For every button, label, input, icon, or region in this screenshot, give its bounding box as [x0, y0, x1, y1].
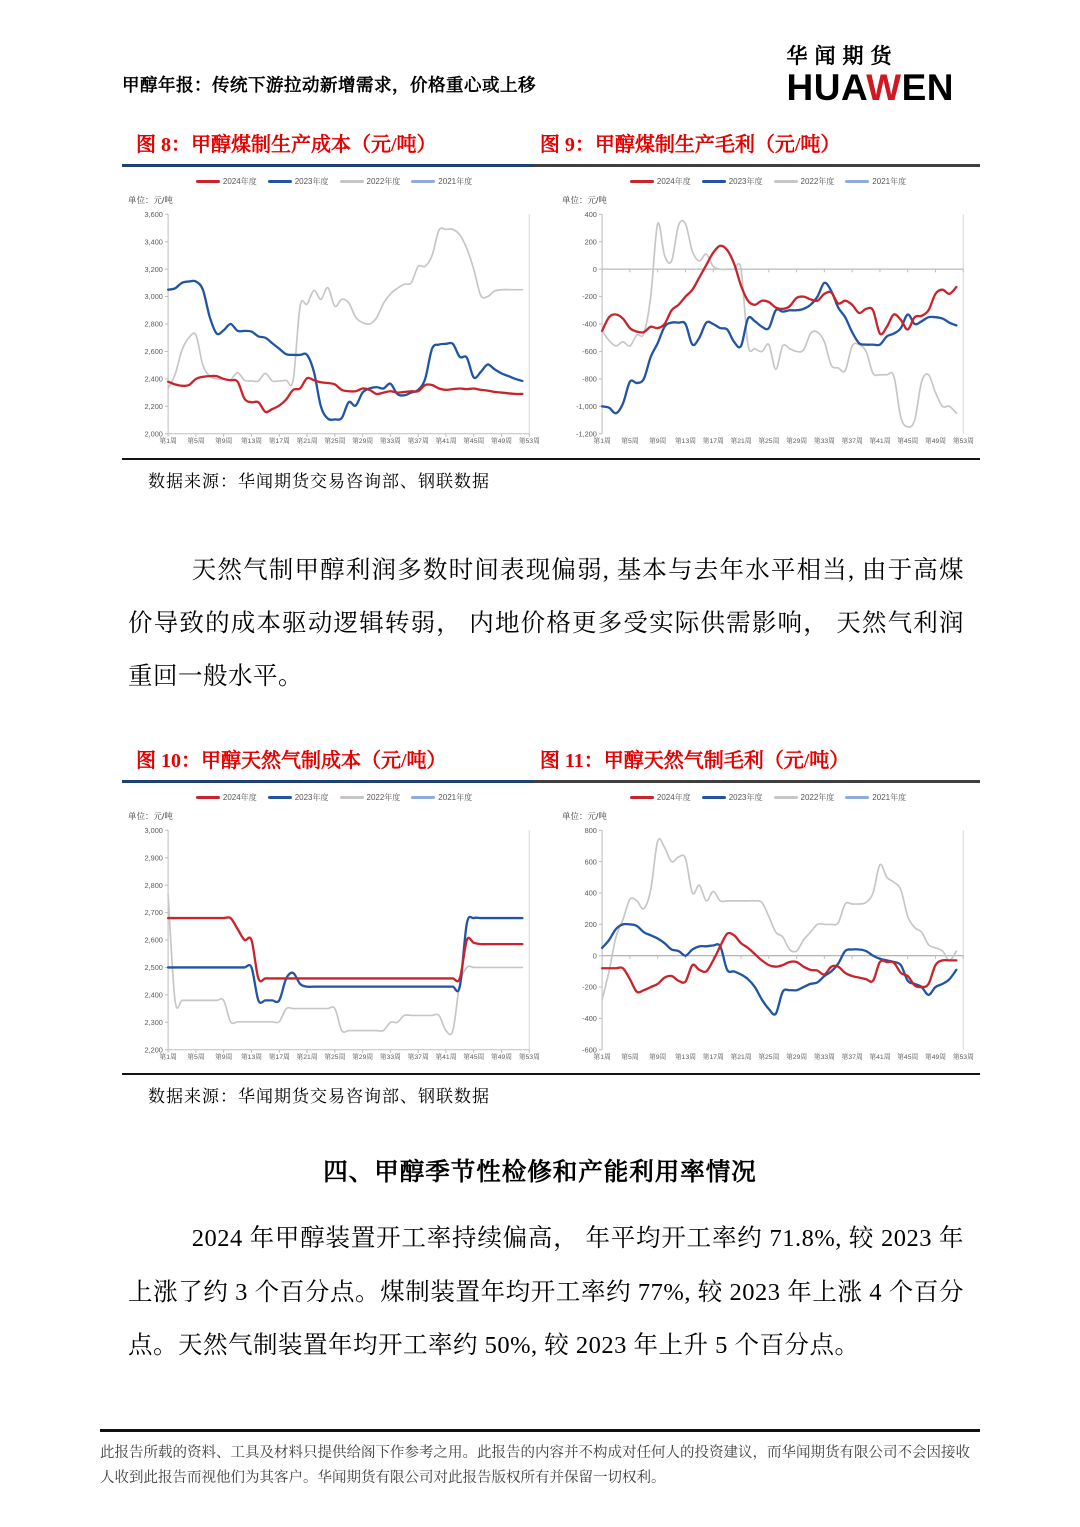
svg-text:第45周: 第45周	[897, 1054, 919, 1062]
logo-w-red: W	[866, 67, 902, 108]
chart-unit-label: 单位：元/吨	[562, 195, 607, 205]
charts-row-2	[122, 783, 980, 1070]
svg-text:第9周: 第9周	[214, 438, 233, 446]
svg-text:-600: -600	[582, 347, 597, 357]
legend-swatch	[268, 796, 292, 799]
legend-swatch	[630, 796, 654, 799]
svg-text:第49周: 第49周	[490, 438, 513, 446]
svg-text:2,200: 2,200	[144, 401, 163, 411]
chart-gas-cost	[124, 787, 544, 1068]
legend-label: 2021年度	[438, 792, 473, 802]
svg-text:0: 0	[592, 264, 597, 274]
chart-canvas	[124, 824, 544, 1068]
svg-text:第53周: 第53周	[518, 438, 540, 446]
svg-text:第53周: 第53周	[518, 1054, 540, 1062]
svg-text:第13周: 第13周	[674, 438, 697, 446]
legend-label: 2024年度	[656, 177, 691, 186]
legend-swatch	[340, 180, 364, 183]
svg-text:第5周: 第5周	[621, 438, 639, 446]
series-2023年度	[168, 917, 522, 1003]
svg-text:第17周: 第17周	[268, 438, 290, 446]
legend-swatch	[411, 180, 435, 183]
legend-label: 2024年度	[222, 792, 257, 802]
svg-text:第49周: 第49周	[490, 1054, 513, 1062]
chart-coal-cost	[124, 171, 544, 452]
chart-canvas	[558, 208, 978, 452]
caption-row-2	[122, 738, 980, 783]
data-source-note-2: 数据来源：华闻期货交易咨询部、钢联数据	[122, 1073, 980, 1109]
svg-text:第25周: 第25周	[324, 1054, 346, 1062]
y-axis	[145, 210, 169, 438]
svg-text:第5周: 第5周	[187, 1054, 205, 1062]
series-2023年度	[168, 281, 522, 420]
svg-text:第45周: 第45周	[897, 438, 919, 446]
chart-gas-profit	[558, 787, 978, 1068]
svg-text:2,400: 2,400	[144, 374, 163, 384]
legend-item	[845, 176, 906, 187]
legend-item	[702, 176, 763, 187]
y-axis	[145, 826, 169, 1054]
legend-item	[268, 792, 329, 803]
x-axis	[593, 956, 974, 1061]
svg-text:2,800: 2,800	[144, 319, 163, 329]
legend-swatch	[702, 796, 726, 799]
series-2022年度	[168, 895, 522, 1035]
legend-swatch	[411, 796, 435, 799]
svg-text:第17周: 第17周	[702, 1054, 724, 1062]
svg-text:第41周: 第41周	[869, 438, 891, 446]
svg-text:第53周: 第53周	[952, 1054, 974, 1062]
svg-text:第17周: 第17周	[702, 438, 724, 446]
svg-text:2,400: 2,400	[144, 990, 163, 1000]
svg-text:第29周: 第29周	[785, 1054, 808, 1062]
svg-text:第17周: 第17周	[268, 1054, 290, 1062]
svg-text:第37周: 第37周	[407, 438, 429, 446]
figure-8-caption: 图 8：甲醇煤制生产成本（元/吨）	[122, 122, 534, 167]
svg-text:400: 400	[584, 888, 597, 898]
series-2023年度	[602, 283, 956, 413]
svg-text:第21周: 第21周	[296, 438, 318, 446]
series-2024年度	[602, 933, 956, 992]
disclaimer-text: 此报告所载的资料、工具及材料只提供给阁下作参考之用。此报告的内容并不构成对任何人的投资建议，而华闻期货有限公司不会因接收人收到此报告而视他们为其客户。华闻期货有限公司对此报告版权所有并保留一切权利。	[100, 1444, 970, 1486]
huawen-logo	[787, 46, 954, 106]
svg-text:2,600: 2,600	[144, 935, 163, 945]
svg-text:3,200: 3,200	[144, 264, 163, 274]
y-axis	[582, 826, 602, 1054]
svg-text:第37周: 第37周	[841, 438, 863, 446]
svg-text:第33周: 第33周	[379, 438, 401, 446]
legend-swatch	[340, 796, 364, 799]
legend-label: 2021年度	[438, 177, 473, 186]
figure-11-caption: 图 11：甲醇天然气制毛利（元/吨）	[534, 738, 980, 783]
page-header	[0, 0, 1080, 106]
legend-item	[845, 792, 906, 803]
data-source-note-1: 数据来源：华闻期货交易咨询部、钢联数据	[122, 458, 980, 494]
legend-label: 2023年度	[294, 792, 329, 802]
svg-text:第1周: 第1周	[159, 438, 177, 446]
page-footer	[100, 1429, 980, 1492]
svg-text:-400: -400	[582, 1013, 597, 1023]
figure-block-gas	[122, 738, 980, 1110]
legend-item	[196, 792, 257, 803]
svg-text:第37周: 第37周	[407, 1054, 429, 1062]
legend-swatch	[196, 180, 220, 183]
svg-text:第33周: 第33周	[813, 1054, 835, 1062]
svg-text:第21周: 第21周	[730, 1054, 752, 1062]
legend-swatch	[845, 796, 869, 799]
chart-unit-label: 单位：元/吨	[128, 195, 173, 205]
svg-text:第1周: 第1周	[593, 438, 611, 446]
svg-text:第9周: 第9周	[214, 1054, 233, 1062]
legend-item	[630, 176, 691, 187]
legend-item	[411, 792, 472, 803]
legend-item	[774, 176, 835, 187]
svg-text:2,800: 2,800	[144, 880, 163, 890]
legend-swatch	[268, 180, 292, 183]
legend-item	[411, 176, 472, 187]
legend-label: 2024年度	[656, 792, 691, 802]
legend-swatch	[845, 180, 869, 183]
logo-latin-text	[787, 69, 954, 106]
legend-label: 2021年度	[872, 177, 907, 186]
svg-text:600: 600	[584, 857, 597, 867]
svg-text:第53周: 第53周	[952, 438, 974, 446]
svg-text:-600: -600	[582, 1045, 597, 1055]
chart-canvas	[558, 824, 978, 1068]
svg-text:第45周: 第45周	[463, 438, 485, 446]
svg-text:第29周: 第29周	[785, 438, 808, 446]
svg-text:3,000: 3,000	[144, 825, 163, 835]
report-title: 甲醇年报：传统下游拉动新增需求，价格重心或上移	[122, 75, 536, 95]
svg-text:第1周: 第1周	[159, 1054, 177, 1062]
legend-swatch	[196, 796, 220, 799]
svg-text:第29周: 第29周	[351, 438, 374, 446]
svg-text:2,900: 2,900	[144, 853, 163, 863]
series-2024年度	[168, 917, 522, 981]
svg-text:第9周: 第9周	[648, 438, 667, 446]
chart-unit-label: 单位：元/吨	[562, 810, 607, 821]
svg-text:2,700: 2,700	[144, 908, 163, 918]
chart-legend	[124, 176, 544, 187]
legend-swatch	[630, 180, 654, 183]
chart-canvas	[124, 208, 544, 452]
chart-coal-profit	[558, 171, 978, 452]
legend-swatch	[774, 796, 798, 799]
legend-item	[630, 792, 691, 803]
legend-label: 2022年度	[800, 792, 835, 802]
svg-text:第21周: 第21周	[296, 1054, 318, 1062]
charts-row-1	[122, 167, 980, 454]
legend-swatch	[702, 180, 726, 183]
caption-row-1	[122, 122, 980, 167]
svg-text:第45周: 第45周	[463, 1054, 485, 1062]
svg-text:第41周: 第41周	[435, 1054, 457, 1062]
figure-9-caption: 图 9：甲醇煤制生产毛利（元/吨）	[534, 122, 980, 167]
logo-chinese-text: 华闻期货	[786, 45, 899, 68]
legend-item	[774, 792, 835, 803]
legend-label: 2023年度	[294, 177, 329, 186]
svg-text:3,600: 3,600	[144, 209, 163, 219]
svg-text:2,000: 2,000	[144, 429, 163, 439]
paragraph-operating-rate: 2024 年甲醇装置开工率持续偏高， 年平均开工率约 71.8%, 较 2023 年上涨了约 3 个百分点。煤制装置年均开工率约 77%, 较 2023 年上涨 4 个百分点。天然气制装置年均开工率约 50%, 较 2023 年上升 5 个百分点。	[128, 1225, 964, 1360]
svg-text:-1,000: -1,000	[576, 401, 597, 411]
legend-label: 2023年度	[728, 177, 763, 186]
chart-legend	[124, 792, 544, 803]
legend-swatch	[774, 180, 798, 183]
section-heading: 四、甲醇季节性检修和产能利用率情况	[323, 1159, 757, 1187]
legend-label: 2021年度	[872, 792, 907, 802]
legend-label: 2022年度	[366, 792, 401, 802]
legend-item	[340, 176, 401, 187]
svg-text:第41周: 第41周	[435, 438, 457, 446]
svg-text:200: 200	[584, 919, 597, 929]
svg-text:800: 800	[584, 825, 597, 835]
chart-unit-label: 单位：元/吨	[128, 810, 173, 821]
svg-text:第41周: 第41周	[869, 1054, 891, 1062]
svg-text:2,600: 2,600	[144, 347, 163, 357]
svg-text:第37周: 第37周	[841, 1054, 863, 1062]
svg-text:第5周: 第5周	[187, 438, 205, 446]
legend-item	[702, 792, 763, 803]
svg-text:第49周: 第49周	[924, 1054, 947, 1062]
svg-text:-1,200: -1,200	[576, 429, 597, 439]
svg-text:3,400: 3,400	[144, 237, 163, 247]
svg-text:2,500: 2,500	[144, 962, 163, 972]
svg-text:-200: -200	[582, 292, 597, 302]
logo-hua: HUA	[786, 67, 867, 108]
legend-label: 2022年度	[800, 177, 835, 186]
legend-item	[268, 176, 329, 187]
svg-text:第13周: 第13周	[240, 1054, 263, 1062]
legend-label: 2023年度	[728, 792, 763, 802]
svg-text:第5周: 第5周	[621, 1054, 639, 1062]
svg-text:-200: -200	[582, 982, 597, 992]
svg-text:0: 0	[592, 951, 597, 961]
x-axis	[159, 434, 540, 445]
svg-text:第29周: 第29周	[351, 1054, 374, 1062]
chart-legend	[558, 792, 978, 803]
svg-text:200: 200	[584, 237, 597, 247]
svg-text:第13周: 第13周	[240, 438, 263, 446]
svg-text:第25周: 第25周	[324, 438, 346, 446]
y-axis	[576, 210, 602, 438]
legend-label: 2024年度	[222, 177, 257, 186]
legend-label: 2022年度	[366, 177, 401, 186]
svg-text:第25周: 第25周	[758, 438, 780, 446]
svg-text:第49周: 第49周	[924, 438, 947, 446]
x-axis	[159, 1050, 540, 1061]
svg-text:第33周: 第33周	[379, 1054, 401, 1062]
series-2023年度	[602, 924, 956, 1015]
svg-text:第25周: 第25周	[758, 1054, 780, 1062]
chart-legend	[558, 176, 978, 187]
svg-text:400: 400	[584, 209, 597, 219]
svg-text:-400: -400	[582, 319, 597, 329]
svg-text:第9周: 第9周	[648, 1054, 667, 1062]
svg-text:2,300: 2,300	[144, 1017, 163, 1027]
svg-text:3,000: 3,000	[144, 292, 163, 302]
svg-text:第21周: 第21周	[730, 438, 752, 446]
logo-en-suffix: EN	[901, 67, 954, 108]
svg-text:第13周: 第13周	[674, 1054, 697, 1062]
svg-text:第1周: 第1周	[593, 1054, 611, 1062]
svg-text:-800: -800	[582, 374, 597, 384]
paragraph-gas-profit: 天然气制甲醇利润多数时间表现偏弱, 基本与去年水平相当, 由于高煤价导致的成本驱动逻辑转弱， 内地价格更多受实际供需影响， 天然气利润重回一般水平。	[128, 556, 964, 691]
legend-item	[340, 792, 401, 803]
svg-text:第33周: 第33周	[813, 438, 835, 446]
figure-10-caption: 图 10：甲醇天然气制成本（元/吨）	[122, 738, 534, 783]
figure-block-coal	[122, 122, 980, 494]
svg-text:2,200: 2,200	[144, 1045, 163, 1055]
legend-item	[196, 176, 257, 187]
